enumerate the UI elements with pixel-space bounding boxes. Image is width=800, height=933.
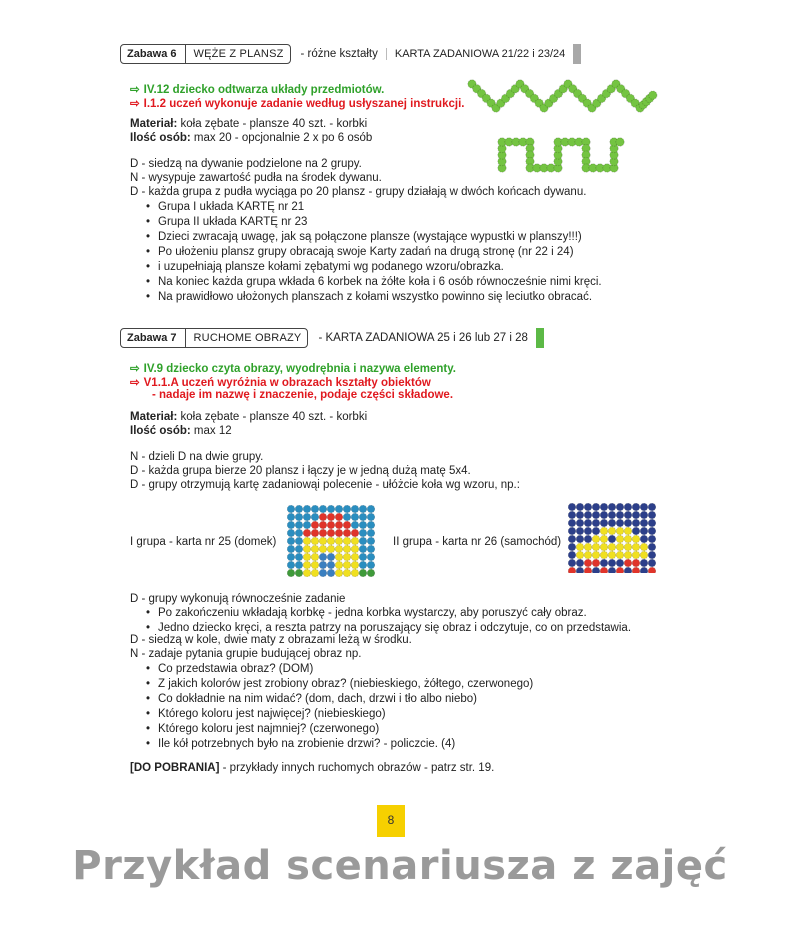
house-gear xyxy=(367,569,375,577)
list-item: • Po ułożeniu plansz grupy obracają swoje Karty zadań na drugą stronę (nr 22 i 24) xyxy=(146,245,602,260)
list-item: • Grupa II układa KARTĘ nr 23 xyxy=(146,215,602,230)
car-gear xyxy=(592,543,600,551)
car-gear xyxy=(584,519,592,527)
house-gear xyxy=(327,505,335,513)
house-gear xyxy=(287,521,295,529)
list-item: • Dzieci zwracają uwagę, jak są połączone plansze (wystające wypustki w planszy!!!) xyxy=(146,230,602,245)
house-gear xyxy=(351,529,359,537)
list-item: • Co dokładnie na nim widać? (dom, dach, drzwi i tło albo niebo) xyxy=(146,692,533,707)
section6-title: WĘŻE Z PLANSZ xyxy=(193,48,284,60)
car-gear xyxy=(616,535,624,543)
house-gear xyxy=(335,545,343,553)
house-gear xyxy=(295,553,303,561)
house-gear xyxy=(295,505,303,513)
house-gear xyxy=(359,529,367,537)
house-gear xyxy=(295,529,303,537)
house-gear xyxy=(327,529,335,537)
house-gear xyxy=(351,537,359,545)
car-gear xyxy=(584,543,592,551)
car-gear xyxy=(640,519,648,527)
car-gear xyxy=(624,535,632,543)
section6-bullets xyxy=(146,200,602,305)
section7-bullets-a xyxy=(146,606,631,636)
car-gear xyxy=(608,519,616,527)
house-gear xyxy=(367,529,375,537)
car-gear xyxy=(576,511,584,519)
car-gear xyxy=(632,527,640,535)
house-gear xyxy=(335,553,343,561)
house-gear xyxy=(367,545,375,553)
house-gear xyxy=(367,513,375,521)
house-gear xyxy=(311,537,319,545)
section7-card: - KARTA ZADANIOWA 25 i 26 lub 27 i 28 xyxy=(318,332,528,344)
house-gear xyxy=(343,521,351,529)
car-gear xyxy=(624,551,632,559)
house-gear xyxy=(319,569,327,577)
house-gear xyxy=(319,505,327,513)
car-gear xyxy=(584,559,592,567)
section6-objective-2: ⇨ I.1.2 uczeń wykonuje zadanie według usłyszanej instrukcji. xyxy=(130,98,465,110)
section7-people: Ilość osób: max 12 xyxy=(130,425,232,437)
house-gear xyxy=(367,561,375,569)
house-gear xyxy=(295,537,303,545)
car-gear xyxy=(624,543,632,551)
car-gear xyxy=(608,559,616,567)
section6-color-bar xyxy=(573,44,581,64)
section7-line-1: N - dzieli D na dwie grupy. xyxy=(130,451,264,463)
car-gear xyxy=(608,551,616,559)
car-gear xyxy=(608,567,616,573)
snake-gears-illustration xyxy=(466,72,662,180)
section7-objective-2: ⇨ V1.1.A uczeń wyróżnia w obrazach kształty obiektów xyxy=(130,377,431,389)
car-gear xyxy=(592,527,600,535)
car-gear xyxy=(600,511,608,519)
car-gear xyxy=(568,535,576,543)
section7-line-2: D - każda grupa bierze 20 plansz i łączy je w jedną dużą matę 5x4. xyxy=(130,465,471,477)
car-gear xyxy=(608,535,616,543)
snake-gear xyxy=(616,138,624,146)
house-gear xyxy=(303,505,311,513)
house-gear xyxy=(343,561,351,569)
download-note: [DO POBRANIA] - przykłady innych ruchomych obrazów - patrz str. 19. xyxy=(130,762,495,774)
car-gear xyxy=(632,519,640,527)
house-gear xyxy=(303,513,311,521)
house-gear xyxy=(303,553,311,561)
house-gear xyxy=(351,569,359,577)
car-gear xyxy=(576,535,584,543)
house-gear xyxy=(351,521,359,529)
car-gear xyxy=(624,567,632,573)
house-gear xyxy=(287,513,295,521)
car-gear xyxy=(568,567,576,573)
car-gear xyxy=(600,535,608,543)
list-item: • Po zakończeniu wkładają korbkę - jedna korbka wystarczy, aby poruszyć cały obraz. xyxy=(146,606,631,621)
car-gear xyxy=(608,511,616,519)
house-gear xyxy=(319,545,327,553)
house-gear xyxy=(311,561,319,569)
house-gear xyxy=(367,521,375,529)
house-gear xyxy=(311,569,319,577)
house-gear xyxy=(319,521,327,529)
car-gear xyxy=(640,551,648,559)
car-gear xyxy=(584,527,592,535)
car-gear xyxy=(568,551,576,559)
car-gear xyxy=(576,503,584,511)
house-gear xyxy=(343,569,351,577)
list-item: • Jedno dziecko kręci, a reszta patrzy na poruszający się obraz i odczytuje, co on przedstawia. xyxy=(146,621,631,636)
car-gear xyxy=(624,511,632,519)
car-gear xyxy=(592,511,600,519)
house-gear xyxy=(319,537,327,545)
house-gear xyxy=(287,561,295,569)
section7-line-5: D - siedzą w kole, dwie maty z obrazami leżą w środku. xyxy=(130,634,412,646)
house-gear xyxy=(303,545,311,553)
section7-line-6: N - zadaje pytania grupie budującej obraz np. xyxy=(130,648,362,660)
house-gear xyxy=(327,553,335,561)
car-gear xyxy=(640,503,648,511)
car-gear xyxy=(592,519,600,527)
house-gear xyxy=(287,529,295,537)
house-gear xyxy=(351,561,359,569)
house-gear xyxy=(343,553,351,561)
house-gear xyxy=(303,529,311,537)
footer-title: Przykład scenariusza z zajęć xyxy=(72,843,728,889)
car-gear xyxy=(624,519,632,527)
section6-shapes: - różne kształty xyxy=(300,48,378,60)
car-gear xyxy=(600,551,608,559)
car-gear xyxy=(592,567,600,573)
house-gear xyxy=(287,553,295,561)
house-gear xyxy=(295,561,303,569)
section6-objective-1: ⇨ IV.12 dziecko odtwarza układy przedmiotów. xyxy=(130,84,385,96)
car-gear xyxy=(648,535,656,543)
house-gear xyxy=(367,505,375,513)
section6-line-1: D - siedzą na dywanie podzielone na 2 grupy. xyxy=(130,158,362,170)
car-gear xyxy=(584,535,592,543)
section7-material: Materiał: koła zębate - plansze 40 szt. - korbki xyxy=(130,411,368,423)
house-gear xyxy=(303,569,311,577)
car-gear xyxy=(576,551,584,559)
house-gear xyxy=(295,569,303,577)
house-gear xyxy=(287,569,295,577)
house-gear xyxy=(359,537,367,545)
house-gear xyxy=(335,521,343,529)
car-gear xyxy=(568,511,576,519)
group1-label: I grupa - karta nr 25 (domek) xyxy=(130,536,277,548)
car-gear xyxy=(616,527,624,535)
house-gear xyxy=(319,561,327,569)
house-gear xyxy=(335,529,343,537)
car-gear xyxy=(648,503,656,511)
page-number: 8 xyxy=(377,805,405,837)
car-gear xyxy=(640,559,648,567)
group2-label: II grupa - karta nr 26 (samochód) xyxy=(393,536,562,548)
house-gear xyxy=(367,553,375,561)
house-gear xyxy=(335,561,343,569)
section7-color-bar xyxy=(536,328,544,348)
house-gear xyxy=(351,505,359,513)
house-gear xyxy=(343,537,351,545)
house-gear xyxy=(335,505,343,513)
house-gear xyxy=(351,553,359,561)
car-gear xyxy=(608,503,616,511)
car-gear xyxy=(632,543,640,551)
car-gear xyxy=(624,559,632,567)
car-gear xyxy=(648,511,656,519)
car-gear xyxy=(632,535,640,543)
section6-material: Materiał: koła zębate - plansze 40 szt. - korbki xyxy=(130,118,368,130)
car-mosaic-image xyxy=(568,503,656,573)
car-gear xyxy=(576,559,584,567)
house-gear xyxy=(319,513,327,521)
list-item: • Którego koloru jest najmniej? (czerwonego) xyxy=(146,722,533,737)
section7-label-box xyxy=(120,328,308,348)
house-gear xyxy=(343,505,351,513)
house-gear xyxy=(287,505,295,513)
car-gear xyxy=(632,551,640,559)
car-gear xyxy=(576,527,584,535)
house-gear xyxy=(359,553,367,561)
house-gear xyxy=(335,537,343,545)
house-gear xyxy=(303,561,311,569)
house-gear xyxy=(351,545,359,553)
house-gear xyxy=(359,521,367,529)
car-gear xyxy=(600,519,608,527)
car-gear xyxy=(584,551,592,559)
car-gear xyxy=(648,559,656,567)
list-item: • Grupa I układa KARTĘ nr 21 xyxy=(146,200,602,215)
section7-line-3: D - grupy otrzymują kartę zadaniowąi polecenie - ułóżcie koła wg wzoru, np.: xyxy=(130,479,520,491)
car-gear xyxy=(640,567,648,573)
list-item: • Z jakich kolorów jest zrobiony obraz? (niebieskiego, żółtego, czerwonego) xyxy=(146,677,533,692)
car-gear xyxy=(616,511,624,519)
car-gear xyxy=(584,511,592,519)
house-gear xyxy=(327,545,335,553)
house-gear xyxy=(295,521,303,529)
car-gear xyxy=(608,527,616,535)
house-gear xyxy=(327,521,335,529)
section6-people: Ilość osób: max 20 - opcjonalnie 2 x po 6 osób xyxy=(130,132,373,144)
section7-bullets-b xyxy=(146,662,533,752)
house-gear xyxy=(343,513,351,521)
house-gear xyxy=(359,513,367,521)
section6-label-box xyxy=(120,44,291,64)
house-gear xyxy=(335,569,343,577)
house-gear xyxy=(311,521,319,529)
section7-number: Zabawa 7 xyxy=(127,328,186,348)
car-gear xyxy=(576,543,584,551)
house-cells xyxy=(287,505,375,577)
house-gear xyxy=(327,561,335,569)
car-gear xyxy=(600,527,608,535)
car-gear xyxy=(648,551,656,559)
car-gear xyxy=(632,567,640,573)
house-gear xyxy=(367,537,375,545)
house-gear xyxy=(335,513,343,521)
car-gear xyxy=(632,511,640,519)
list-item: • Co przedstawia obraz? (DOM) xyxy=(146,662,533,677)
house-mosaic-image xyxy=(287,505,375,577)
section7-line-4: D - grupy wykonują równocześnie zadanie xyxy=(130,593,346,605)
section6-line-2: N - wysypuje zawartość pudła na środek dywanu. xyxy=(130,172,382,184)
house-gear xyxy=(359,505,367,513)
car-gear xyxy=(584,503,592,511)
car-gear xyxy=(616,559,624,567)
car-gear xyxy=(640,535,648,543)
car-gear xyxy=(616,543,624,551)
section7-objective-1: ⇨ IV.9 dziecko czyta obrazy, wyodrębnia i nazywa elementy. xyxy=(130,363,456,375)
house-gear xyxy=(319,529,327,537)
car-gear xyxy=(568,503,576,511)
car-gear xyxy=(568,519,576,527)
house-gear xyxy=(311,505,319,513)
car-gear xyxy=(648,519,656,527)
car-gear xyxy=(600,567,608,573)
car-gear xyxy=(592,559,600,567)
house-gear xyxy=(319,553,327,561)
section7-objective-3: - nadaje im nazwę i znaczenie, podaje części składowe. xyxy=(152,389,454,401)
car-gear xyxy=(616,567,624,573)
list-item: • Na koniec każda grupa wkłada 6 korbek na żółte koła i 6 osób równocześnie nimi kręci. xyxy=(146,275,602,290)
section6-card: KARTA ZADANIOWA 21/22 i 23/24 xyxy=(386,48,565,60)
house-gear xyxy=(311,529,319,537)
house-gear xyxy=(303,521,311,529)
car-gear xyxy=(592,551,600,559)
car-gear xyxy=(640,527,648,535)
house-gear xyxy=(295,513,303,521)
house-gear xyxy=(327,513,335,521)
car-gear xyxy=(608,543,616,551)
list-item: • Ile kół potrzebnych było na zrobienie drzwi? - policzcie. (4) xyxy=(146,737,533,752)
section6-number: Zabawa 6 xyxy=(127,44,186,64)
list-item-continuation: • i uzupełniają plansze kołami zębatymi wg podanego wzoru/obrazka. xyxy=(146,260,602,275)
car-gear xyxy=(648,543,656,551)
car-gear xyxy=(576,519,584,527)
car-gear xyxy=(568,559,576,567)
section7-header xyxy=(120,328,544,348)
car-gear xyxy=(640,511,648,519)
car-gear xyxy=(568,527,576,535)
car-gear xyxy=(600,543,608,551)
car-gear xyxy=(592,503,600,511)
car-gear xyxy=(616,551,624,559)
section6-header xyxy=(120,44,581,64)
car-gear xyxy=(576,567,584,573)
snake-gear xyxy=(649,91,657,99)
house-gear xyxy=(311,545,319,553)
house-gear xyxy=(351,513,359,521)
house-gear xyxy=(295,545,303,553)
car-gear xyxy=(632,559,640,567)
car-gear xyxy=(648,567,656,573)
car-gear xyxy=(592,535,600,543)
snake-shapes xyxy=(468,80,657,172)
car-gear xyxy=(600,503,608,511)
car-gear xyxy=(624,527,632,535)
house-gear xyxy=(311,513,319,521)
section6-line-3: D - każda grupa z pudła wyciąga po 20 plansz - grupy działają w dwóch końcach dywanu. xyxy=(130,186,587,198)
list-item: • Którego koloru jest najwięcej? (niebieskiego) xyxy=(146,707,533,722)
car-gear xyxy=(616,519,624,527)
car-gear xyxy=(616,503,624,511)
house-gear xyxy=(359,569,367,577)
house-gear xyxy=(287,545,295,553)
car-gear xyxy=(648,527,656,535)
house-gear xyxy=(359,561,367,569)
section7-title: RUCHOME OBRAZY xyxy=(193,332,302,344)
house-gear xyxy=(343,529,351,537)
house-gear xyxy=(359,545,367,553)
car-gear xyxy=(632,503,640,511)
house-gear xyxy=(327,569,335,577)
car-gear xyxy=(600,559,608,567)
car-gear xyxy=(624,503,632,511)
house-gear xyxy=(343,545,351,553)
house-gear xyxy=(311,553,319,561)
car-gear xyxy=(568,543,576,551)
car-gear xyxy=(584,567,592,573)
house-gear xyxy=(327,537,335,545)
house-gear xyxy=(287,537,295,545)
house-gear xyxy=(303,537,311,545)
car-cells xyxy=(568,503,656,573)
car-gear xyxy=(640,543,648,551)
list-item: • Na prawidłowo ułożonych planszach z kołami wszystko powinno się leciutko obracać. xyxy=(146,290,602,305)
